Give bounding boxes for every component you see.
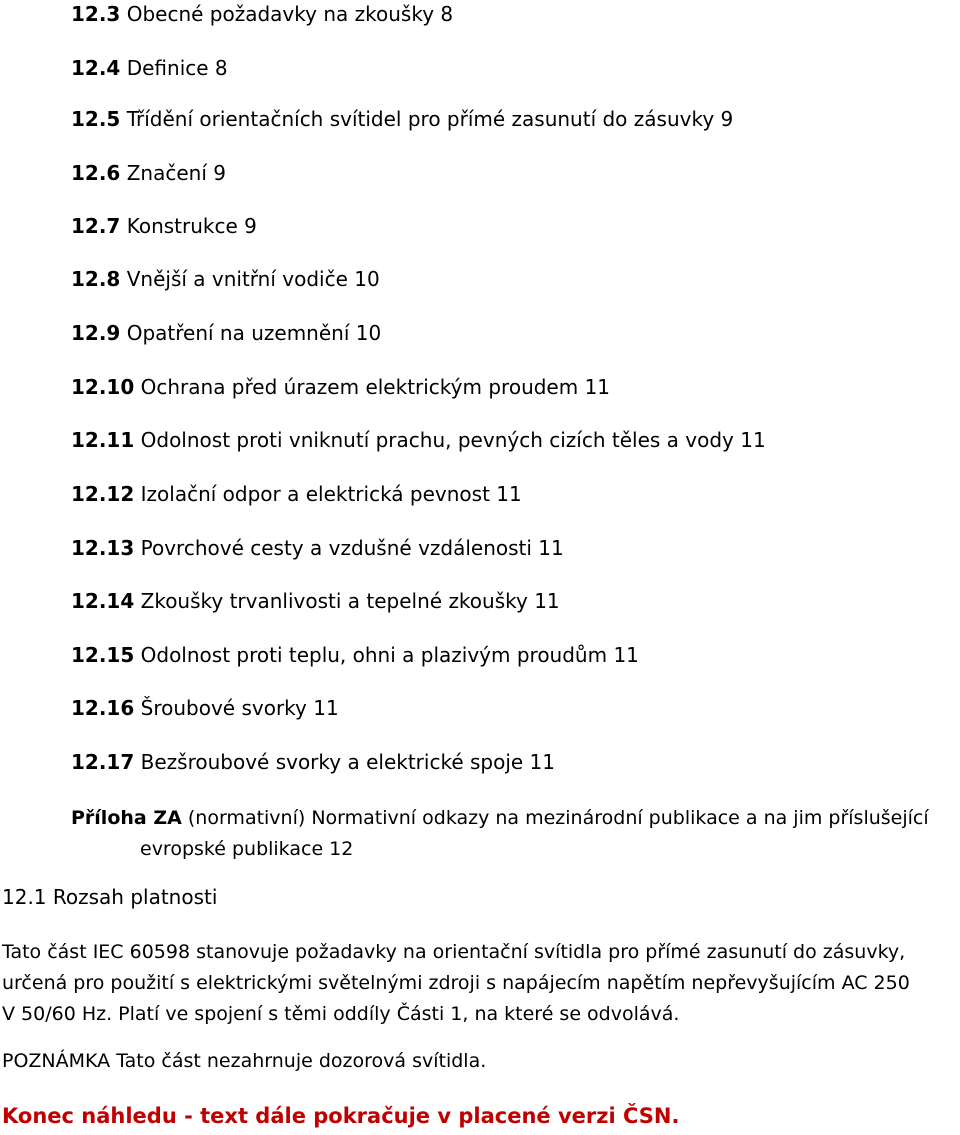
toc-number: 12.16 <box>71 696 135 720</box>
note-text: POZNÁMKA Tato část nezahrnuje dozorová svítidla. <box>2 1050 487 1072</box>
toc-title: Odolnost proti teplu, ohni a plazivým proudům 11 <box>140 643 639 667</box>
toc-number: 12.8 <box>71 267 121 291</box>
paragraph-line: V 50/60 Hz. Platí ve spojení s těmi oddíly Části 1, na které se odvolává. <box>2 1003 680 1025</box>
preview-end-notice: Konec náhledu - text dále pokračuje v placené verzi ČSN. <box>2 1104 680 1128</box>
toc-entry[interactable] <box>71 374 610 400</box>
toc-title: Povrchové cesty a vzdušné vzdálenosti 11 <box>140 536 564 560</box>
toc-title: Značení 9 <box>126 161 226 185</box>
paragraph-line: určená pro použití s elektrickými světelnými zdroji s napájecím napětím nepřevyšujícím AC 250 <box>2 972 910 994</box>
toc-title: Opatření na uzemnění 10 <box>126 321 382 345</box>
annex-label: Příloha ZA <box>71 807 182 829</box>
toc-entry[interactable] <box>71 213 257 239</box>
annex-title-line: (normativní) Normativní odkazy na mezinárodní publikace a na jim příslušející <box>187 807 929 829</box>
toc-entry[interactable] <box>71 481 522 507</box>
toc-number: 12.10 <box>71 375 135 399</box>
toc-entry[interactable] <box>71 749 555 775</box>
toc-title: Třídění orientačních svítidel pro přímé zasunutí do zásuvky 9 <box>126 107 734 131</box>
toc-entry[interactable] <box>71 320 381 346</box>
toc-title: Vnější a vnitřní vodiče 10 <box>126 267 380 291</box>
paragraph-line: Tato část IEC 60598 stanovuje požadavky na orientační svítidla pro přímé zasunutí do zásuvky, <box>2 941 906 963</box>
toc-number: 12.11 <box>71 428 135 452</box>
toc-number: 12.7 <box>71 214 121 238</box>
toc-entry[interactable] <box>71 588 560 614</box>
toc-number: 12.3 <box>71 2 121 26</box>
toc-entry[interactable] <box>71 1 453 27</box>
toc-number: 12.14 <box>71 589 135 613</box>
toc-entry[interactable] <box>71 535 564 561</box>
toc-number: 12.5 <box>71 107 121 131</box>
toc-number: 12.6 <box>71 161 121 185</box>
toc-entry-annex[interactable] <box>71 803 960 865</box>
toc-entry[interactable] <box>71 160 226 186</box>
toc-number: 12.15 <box>71 643 135 667</box>
toc-title: Odolnost proti vniknutí prachu, pevných cizích těles a vody 11 <box>140 428 766 452</box>
toc-number: 12.12 <box>71 482 135 506</box>
toc-title: Zkoušky trvanlivosti a tepelné zkoušky 11 <box>140 589 560 613</box>
toc-number: 12.9 <box>71 321 121 345</box>
toc-title: Ochrana před úrazem elektrickým proudem 11 <box>140 375 611 399</box>
toc-number: 12.17 <box>71 750 135 774</box>
toc-title: Izolační odpor a elektrická pevnost 11 <box>140 482 522 506</box>
toc-title: Konstrukce 9 <box>126 214 257 238</box>
toc-title: Obecné požadavky na zkoušky 8 <box>126 2 454 26</box>
annex-title-line: evropské publikace 12 <box>140 838 354 860</box>
toc-entry[interactable] <box>71 266 380 292</box>
toc-entry[interactable] <box>71 55 228 81</box>
scope-paragraph <box>2 937 958 1030</box>
toc-number: 12.4 <box>71 56 121 80</box>
toc-title: Bezšroubové svorky a elektrické spoje 11 <box>140 750 555 774</box>
section-heading: 12.1 Rozsah platnosti <box>2 885 218 909</box>
toc-number: 12.13 <box>71 536 135 560</box>
toc-title: Šroubové svorky 11 <box>140 696 339 720</box>
toc-entry[interactable] <box>71 695 339 721</box>
toc-entry[interactable] <box>71 642 639 668</box>
toc-entry[interactable] <box>71 427 766 453</box>
toc-title: Definice 8 <box>126 56 228 80</box>
toc-entry[interactable] <box>71 106 733 132</box>
